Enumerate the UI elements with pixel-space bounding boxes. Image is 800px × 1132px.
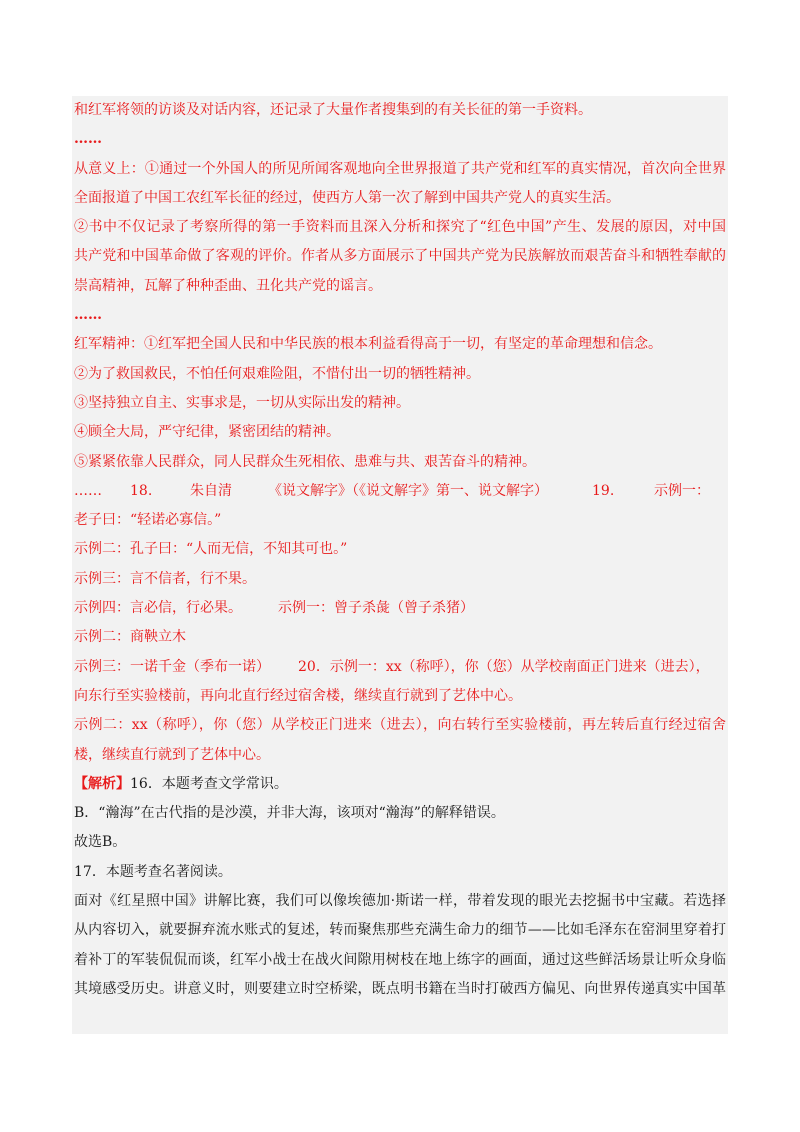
text-line: 从内容切入，就要摒弃流水账式的复述，转而聚焦那些充满生命力的细节——比如毛泽东在窑洞里穿着打 — [74, 922, 726, 939]
text-line: 从意义上：①通过一个外国人的所见所闻客观地向全世界报道了共产党和红军的真实情况，首次向全世界 — [74, 160, 726, 177]
answer-row-examples — [74, 594, 726, 623]
example-label: 示例一： — [654, 482, 710, 499]
analysis-heading-line — [74, 770, 726, 799]
text-line: 示例二：xx（称呼），你（您）从学校正门进来（进去），向右转行至实验楼前，再左转后直行经过宿舍 — [74, 717, 726, 734]
text-line: ④顾全大局，严守纪律，紧密团结的精神。 — [74, 424, 340, 441]
answer-row-20 — [74, 653, 726, 682]
answer-row-18-19 — [74, 477, 726, 506]
question-number: 19. — [592, 482, 615, 499]
analysis-tag: 【解析】 — [74, 775, 130, 792]
example-text: 20．示例一：xx（称呼），你（您）从学校南面正门进来（进去）， — [298, 658, 710, 675]
text-line: 面对《红星照中国》讲解比赛，我们可以像埃德加·斯诺一样，带着发现的眼光去挖掘书中宝藏。若选择 — [74, 893, 726, 910]
text-line: 示例二：商鞅立木 — [74, 629, 186, 646]
text-line: 红军精神：①红军把全国人民和中华民族的根本利益看得高于一切，有坚定的革命理想和信念。 — [74, 336, 662, 353]
ellipsis-line: …… — [74, 307, 102, 324]
text-line: B．“瀚海”在古代指的是沙漠，并非大海，该项对“瀚海”的解释错误。 — [74, 805, 505, 822]
analysis-text: 16．本题考查文学常识。 — [130, 775, 288, 792]
text-line: 楼，继续直行就到了艺体中心。 — [74, 746, 270, 763]
example-text: 示例三：一诺千金（季布一诺） — [74, 658, 270, 675]
answer-content — [74, 96, 726, 1004]
text-line: 17．本题考查名著阅读。 — [74, 863, 232, 880]
example-text: 示例一：曾子杀彘（曾子杀猪） — [278, 600, 474, 617]
text-line: 示例二：孔子曰：“人而无信，不知其可也。” — [74, 541, 348, 558]
text-line: 着补丁的军装侃侃而谈，红军小战士在战火间隙用树枝在地上练字的画面，通过这些鲜活场景让听众身临 — [74, 951, 726, 968]
text-line: 向东行至实验楼前，再向北直行经过宿舍楼，继续直行就到了艺体中心。 — [74, 687, 522, 704]
text-line: ⑤紧紧依靠人民群众，同人民群众生死相依、患难与共、艰苦奋斗的精神。 — [74, 453, 536, 470]
text-line: ②书中不仅记录了考察所得的第一手资料而且深入分析和探究了“红色中国”产生、发展的原因，对中国 — [74, 219, 726, 236]
text-line: 故选B。 — [74, 834, 127, 851]
text-line: 示例三：言不信者，行不果。 — [74, 570, 256, 587]
text-line: 崇高精神，瓦解了种种歪曲、丑化共产党的谣言。 — [74, 277, 382, 294]
text-line: 老子曰：“轻诺必寡信。” — [74, 512, 222, 529]
ellipsis: …… — [74, 482, 102, 499]
text-line: 共产党和中国革命做了客观的评价。作者从多方面展示了中国共产党为民族解放而艰苦奋斗和牺牲奉献的 — [74, 248, 726, 265]
text-line: 和红军将领的访谈及对话内容，还记录了大量作者搜集到的有关长征的第一手资料。 — [74, 102, 592, 118]
text-line: 其境感受历史。讲意义时，则要建立时空桥梁，既点明书籍在当时打破西方偏见、向世界传递真实中国革 — [74, 980, 726, 997]
question-number: 18. — [130, 482, 153, 499]
answer-book: 《说文解字》（《说文解字》第一、说文解字） — [268, 482, 548, 499]
text-line: 全面报道了中国工农红军长征的经过，使西方人第一次了解到中国共产党人的真实生活。 — [74, 189, 620, 206]
ellipsis-line: …… — [74, 131, 102, 148]
answer-author: 朱自清 — [190, 482, 232, 499]
text-line: ②为了救国救民，不怕任何艰难险阻，不惜付出一切的牺牲精神。 — [74, 365, 480, 382]
example-text: 示例四：言必信，行必果。 — [74, 600, 242, 617]
text-line: ③坚持独立自主、实事求是，一切从实际出发的精神。 — [74, 394, 410, 411]
